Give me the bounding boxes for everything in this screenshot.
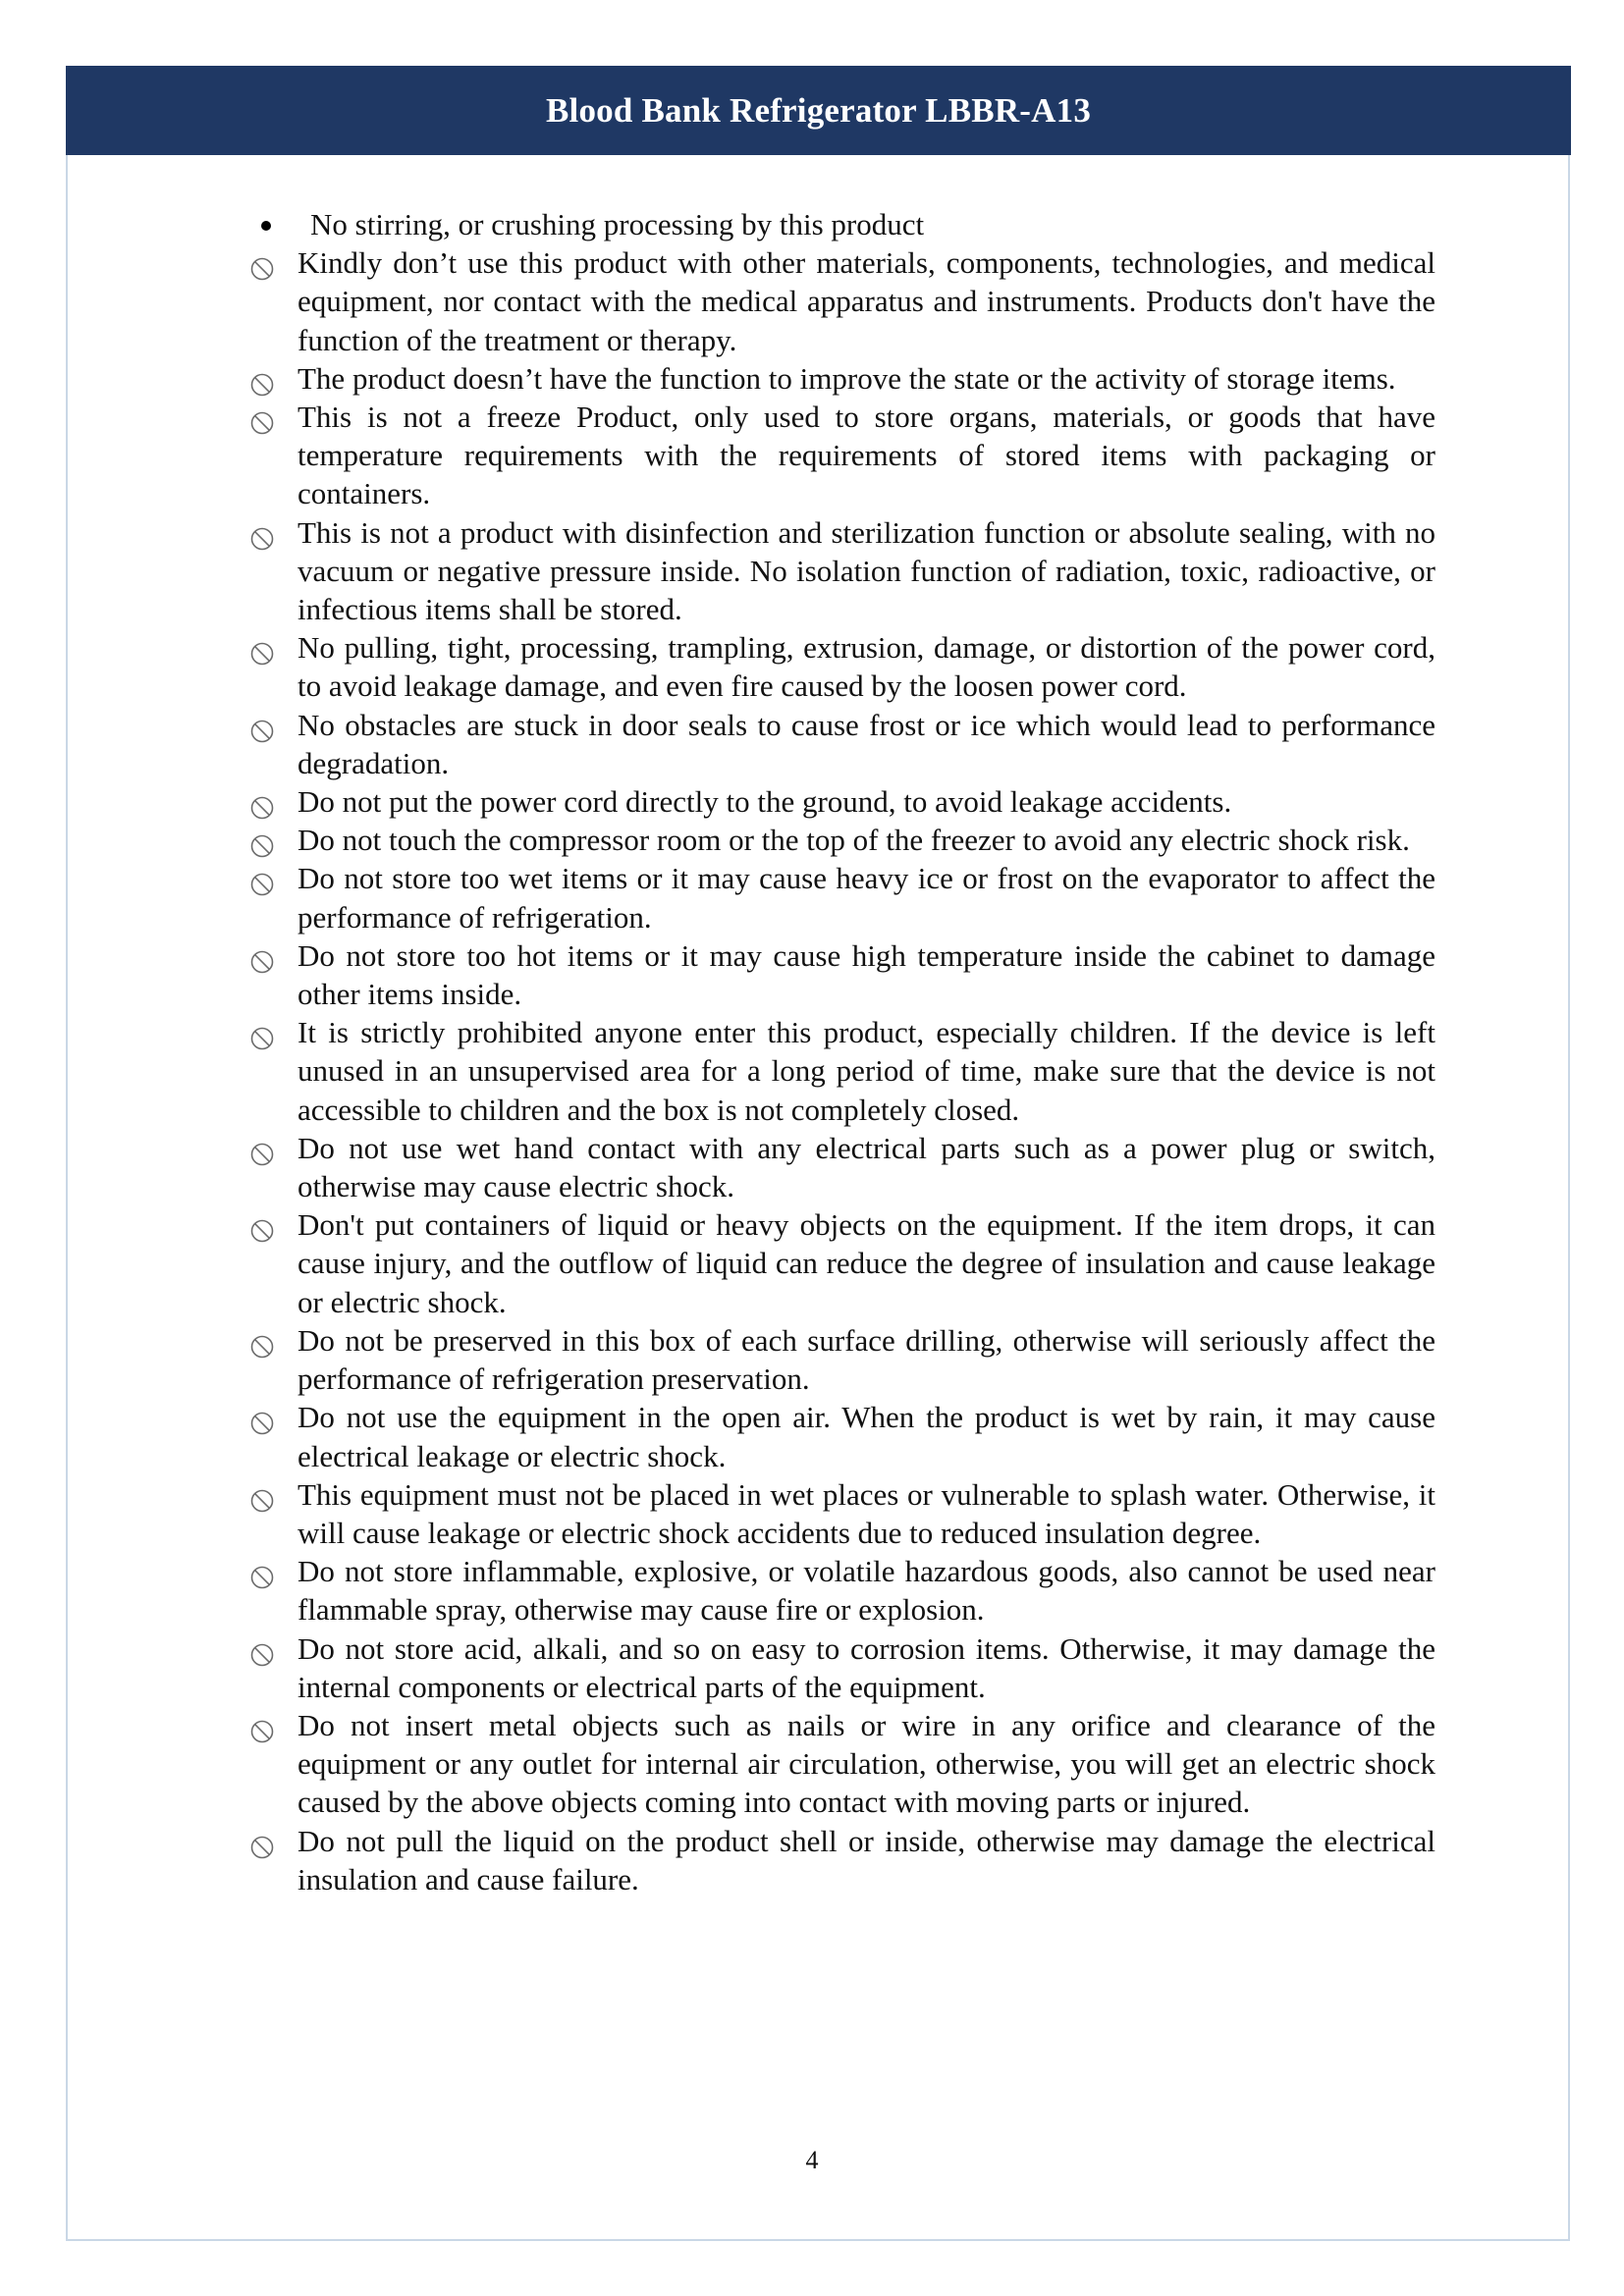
warning-text: Do not be preserved in this box of each surface drilling, otherwise will seriously affect the performance of refrigeration preservation.	[298, 1322, 1435, 1397]
prohibition-icon	[249, 868, 275, 893]
warning-item	[244, 1629, 1435, 1706]
warning-item	[244, 782, 1435, 821]
page-number: 4	[805, 2146, 819, 2174]
warning-text: Do not put the power cord directly to the ground, to avoid leakage accidents.	[298, 784, 1232, 820]
prohibition-icon	[249, 1638, 275, 1664]
prohibition-icon	[249, 1214, 275, 1240]
warning-item	[244, 1822, 1435, 1898]
warning-item	[244, 628, 1435, 705]
prohibition-icon	[249, 829, 275, 855]
prohibition-icon	[249, 522, 275, 548]
warning-item	[244, 359, 1435, 398]
prohibition-icon	[249, 252, 275, 278]
warning-text: Do not store acid, alkali, and so on easy to corrosion items. Otherwise, it may damage the internal components or electrical parts of the equipment.	[298, 1630, 1435, 1704]
warning-item	[244, 821, 1435, 859]
prohibition-icon	[249, 368, 275, 394]
warning-text: The product doesn’t have the function to improve the state or the activity of storage items.	[298, 360, 1396, 396]
prohibition-icon	[249, 791, 275, 817]
warning-item	[244, 398, 1435, 513]
warning-text: Don't put containers of liquid or heavy objects on the equipment. If the item drops, it can cause injury, and the outflow of liquid can reduce the degree of insulation and cause leakage or electric shock.	[298, 1207, 1435, 1319]
warning-item	[244, 936, 1435, 1013]
warning-text: No obstacles are stuck in door seals to cause frost or ice which would lead to performance degradation.	[298, 707, 1435, 780]
prohibition-icon	[249, 637, 275, 663]
warning-text: Do not pull the liquid on the product shell or inside, otherwise may damage the electrical insulation and cause failure.	[298, 1823, 1435, 1896]
warning-item	[244, 1475, 1435, 1552]
warning-text: Do not store too wet items or it may cause heavy ice or frost on the evaporator to affect the performance of refrigeration.	[298, 861, 1435, 934]
warning-text: Do not use wet hand contact with any electrical parts such as a power plug or switch, otherwise may cause electric shock.	[298, 1130, 1435, 1204]
warning-item	[244, 1129, 1435, 1205]
warning-text: No pulling, tight, processing, trampling, extrusion, damage, or distortion of the power cord, to avoid leakage damage, and even fire caused by the loosen power cord.	[298, 630, 1435, 704]
warning-item	[244, 859, 1435, 935]
warning-item	[244, 1321, 1435, 1398]
warning-text: This is not a product with disinfection and sterilization function or absolute sealing, with no vacuum or negative pressure inside. No isolation function of radiation, toxic, radioactive, or infectious items shall be stored.	[298, 514, 1435, 627]
warning-text: Do not store too hot items or it may cause high temperature inside the cabinet to damage other items inside.	[298, 937, 1435, 1012]
prohibition-icon	[249, 406, 275, 432]
bullet-item	[244, 205, 1435, 243]
warnings-list	[244, 205, 1435, 1898]
document-title: Blood Bank Refrigerator LBBR-A13	[545, 90, 1092, 130]
warning-item	[244, 1205, 1435, 1321]
prohibition-icon	[249, 1330, 275, 1356]
warning-item	[244, 1398, 1435, 1474]
warning-item	[244, 1706, 1435, 1822]
warning-text: Do not use the equipment in the open air. When the product is wet by rain, it may cause electrical leakage or electric shock.	[298, 1400, 1435, 1473]
warning-item	[244, 243, 1435, 359]
prohibition-icon	[249, 1831, 275, 1856]
header-bar	[66, 66, 1571, 155]
prohibition-icon	[249, 1484, 275, 1510]
bullet-dot-icon	[261, 221, 271, 231]
warning-text: Do not insert metal objects such as nails or wire in any orifice and clearance of the equipment or any outlet for internal air circulation, otherwise, you will get an electric shock caused by the above objects coming into contact with moving parts or injured.	[298, 1707, 1435, 1820]
warning-text: This is not a freeze Product, only used to store organs, materials, or goods that have temperature requirements with the requirements of stored items with packaging or containers.	[298, 400, 1435, 511]
warning-text: Do not store inflammable, explosive, or volatile hazardous goods, also cannot be used near flammable spray, otherwise may cause fire or explosion.	[298, 1554, 1435, 1628]
warning-text: Do not touch the compressor room or the top of the freezer to avoid any electric shock risk.	[298, 823, 1410, 858]
bullet-item-text: No stirring, or crushing processing by this product	[310, 207, 925, 241]
warning-text: Kindly don’t use this product with other materials, components, technologies, and medical equipment, nor contact with the medical apparatus and instruments. Products don't have the function of the treatment or therapy.	[298, 245, 1435, 357]
prohibition-icon	[249, 715, 275, 740]
prohibition-icon	[249, 1022, 275, 1047]
prohibition-icon	[249, 1561, 275, 1586]
warning-item	[244, 706, 1435, 782]
prohibition-icon	[249, 1715, 275, 1740]
warning-text: It is strictly prohibited anyone enter this product, especially children. If the device is left unused in an unsupervised area for a long period of time, make sure that the device is not accessible to children and the box is not completely closed.	[298, 1015, 1435, 1127]
warning-text: This equipment must not be placed in wet places or vulnerable to splash water. Otherwise, it will cause leakage or electric shock accidents due to reduced insulation degree.	[298, 1476, 1435, 1550]
prohibition-icon	[249, 1138, 275, 1163]
warning-item	[244, 1013, 1435, 1129]
warning-item	[244, 513, 1435, 629]
warning-item	[244, 1552, 1435, 1629]
prohibition-icon	[249, 1407, 275, 1432]
prohibition-icon	[249, 945, 275, 971]
